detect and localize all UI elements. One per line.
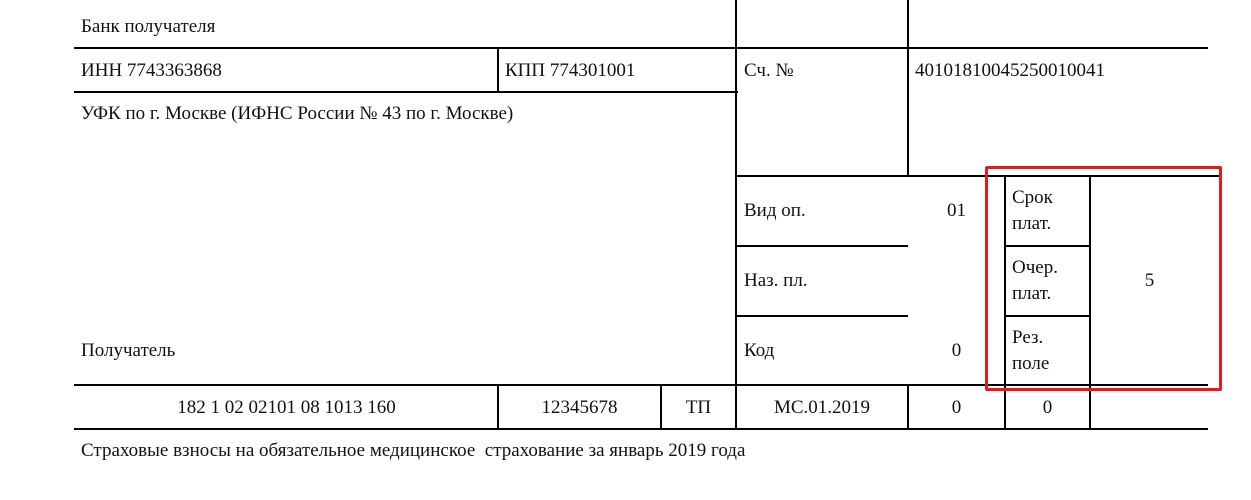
rule-kbk-bottom <box>74 428 1208 430</box>
payment-basis: ТП <box>685 397 712 418</box>
vid-op-value: 01 <box>947 200 966 221</box>
kod-value: 0 <box>951 340 962 361</box>
vid-op-label: Вид оп. <box>744 200 806 221</box>
bank-label: Банк получателя <box>81 16 216 37</box>
naz-pl-label: Наз. пл. <box>744 270 808 291</box>
rule-naz-pl-top <box>736 245 908 247</box>
rez-pole-label-line1: Рез. <box>1012 327 1044 348</box>
kpp-field: КПП 774301001 <box>505 60 636 81</box>
rule-col-main <box>735 0 737 430</box>
highlight-frame <box>985 166 1222 391</box>
rule-kod-top <box>736 315 908 317</box>
account-label: Сч. № <box>744 60 794 81</box>
ocher-plat-value: 5 <box>1144 270 1155 291</box>
kbk-code: 182 1 02 02101 08 1013 160 <box>177 397 396 418</box>
kod-label: Код <box>744 340 775 361</box>
document-number: 0 <box>951 397 962 418</box>
srok-plat-label-line1: Срок <box>1012 187 1053 208</box>
account-number: 40101810045250010041 <box>915 60 1105 81</box>
rule-col-kpp-left <box>497 48 499 92</box>
payment-purpose: Страховые взносы на обязательное медицинское страхование за январь 2019 года <box>81 440 746 461</box>
rez-pole-label-line2: поле <box>1012 353 1050 374</box>
inn-field: ИНН 7743363868 <box>81 60 222 81</box>
ocher-plat-label-line1: Очер. <box>1012 257 1058 278</box>
oktmo-code: 12345678 <box>541 397 618 418</box>
srok-plat-label-line2: плат. <box>1012 213 1052 234</box>
rule-under-inn <box>74 91 738 93</box>
tax-period: МС.01.2019 <box>773 397 871 418</box>
recipient-label: Получатель <box>81 340 176 361</box>
ocher-plat-label-line2: плат. <box>1012 283 1052 304</box>
rule-col-right <box>907 0 909 177</box>
recipient-name: УФК по г. Москве (ИФНС России № 43 по г. Москве) <box>81 103 514 124</box>
rule-top-recipient-bank <box>74 47 1208 49</box>
document-date: 0 <box>1042 397 1053 418</box>
